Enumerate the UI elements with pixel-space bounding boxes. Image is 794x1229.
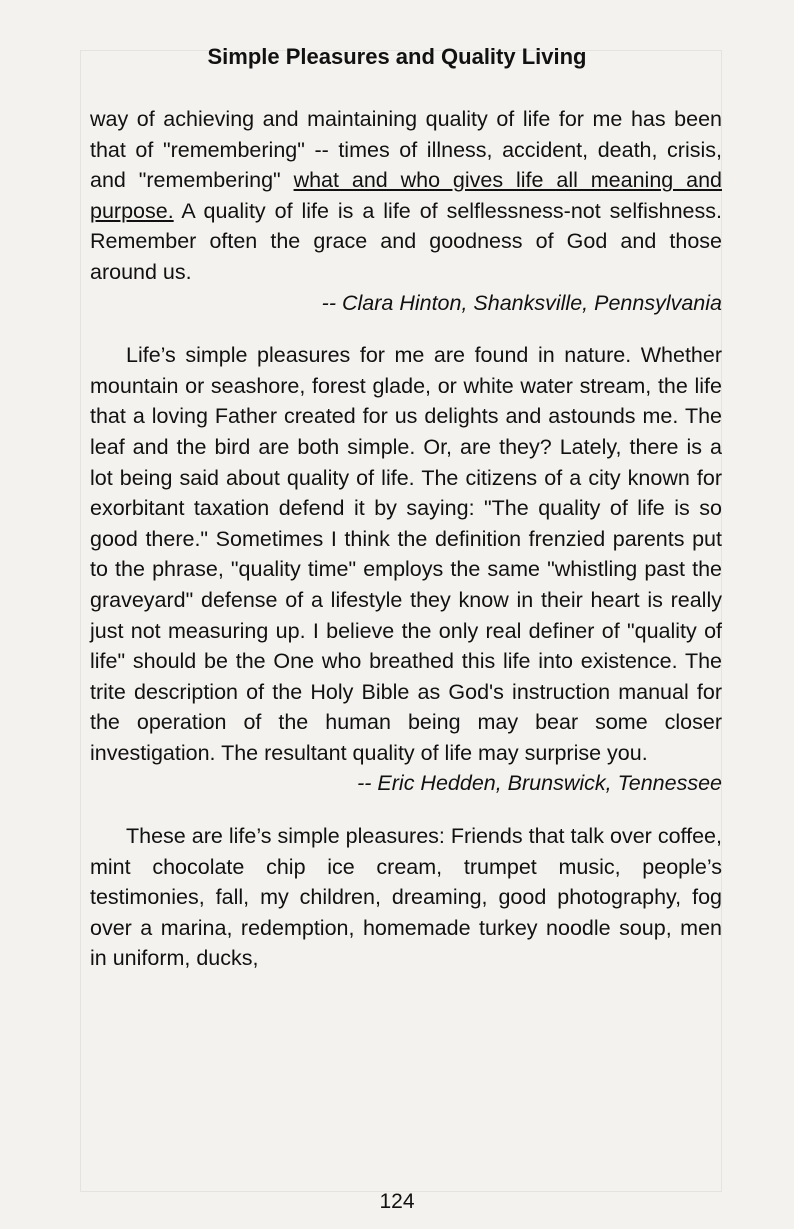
entry-1-attribution: -- Clara Hinton, Shanksville, Pennsylvania xyxy=(321,290,722,315)
entry-1-paragraph xyxy=(90,104,722,288)
entry-3-paragraph: These are life’s simple pleasures: Friends that talk over coffee, mint chocolate chip ice cream, trumpet music, people’s testimonies, fall, my children, dreaming, good photography, fog over a marina, redemption, homemade turkey noodle soup, men in uniform, ducks, xyxy=(90,824,722,971)
page-number: 124 xyxy=(379,1190,415,1213)
page-title: Simple Pleasures and Quality Living xyxy=(207,44,587,69)
entry-2-attribution: -- Eric Hedden, Brunswick, Tennessee xyxy=(357,771,722,796)
entry-1-text-after: A quality of life is a life of selflessness-not selfishness. Remember often the grace and goodness of God and those around us. xyxy=(90,198,722,284)
entry-1-underlined-text: what and who gives life all meaning and purpose. xyxy=(90,168,722,223)
entry-1-text-before: way of achieving and maintaining quality of life for me has been that of "remembering" -- times of illness, accident, death, crisis, and "remembering" xyxy=(90,107,722,193)
page-body xyxy=(90,104,722,974)
entry-2-paragraph: Life’s simple pleasures for me are found in nature. Whether mountain or seashore, forest glade, or white water stream, the life that a loving Father created for us delights and astounds me. The leaf and the bird are both simple. Or, are they? Lately, there is a lot being said about quality of life. The citizens of a city known for exorbitant taxation defend it by saying: "The quality of life is so good there." Sometimes I think the definition frenzied parents put to the phrase, "quality time" employs the same "whistling past the graveyard" defense of a lifestyle they know in their heart is really just not measuring up. I believe the only real definer of "quality of life" should be the One who breathed this life into existence. The trite description of the Holy Bible as God's instruction manual for the operation of the human being may bear some closer investigation. The resultant quality of life may surprise you. xyxy=(90,343,722,765)
